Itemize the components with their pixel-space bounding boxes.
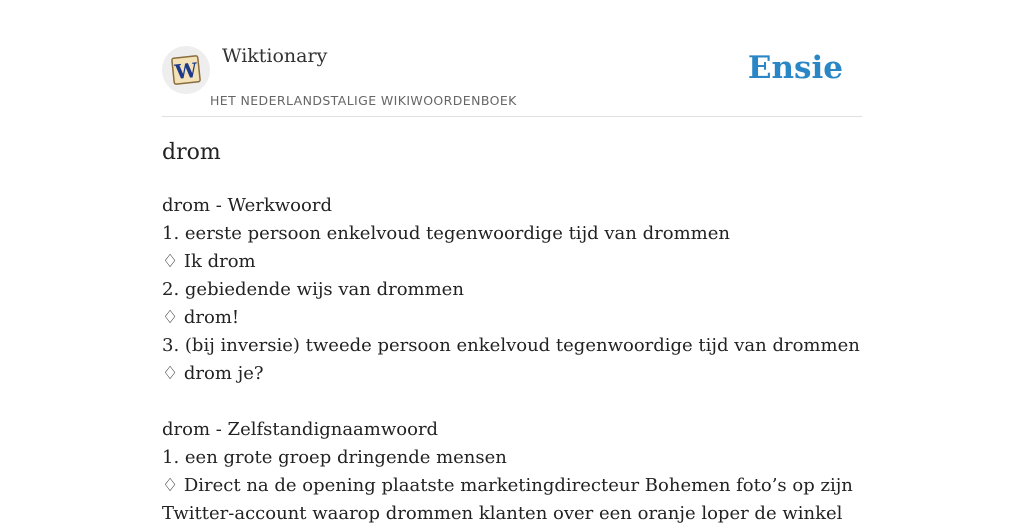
wiktionary-logo[interactable] xyxy=(162,46,210,94)
logo-letter: W xyxy=(173,57,199,85)
definition-content xyxy=(162,192,862,528)
site-name[interactable]: Wiktionary xyxy=(222,45,328,67)
site-tagline: HET NEDERLANDSTALIGE WIKIWOORDENBOEK xyxy=(210,93,517,108)
section-heading: drom - Werkwoord xyxy=(162,195,332,216)
page-title: drom xyxy=(162,140,221,165)
wiktionary-tile-icon xyxy=(166,50,206,90)
definition-line: 3. (bij inversie) tweede persoon enkelvoud tegenwoordige tijd van drommen xyxy=(162,335,860,356)
definition-line: 1. een grote groep dringende mensen xyxy=(162,447,507,468)
section-heading: drom - Zelfstandignaamwoord xyxy=(162,419,439,440)
ensie-brand-link[interactable]: Ensie xyxy=(747,50,843,86)
page xyxy=(162,0,862,524)
section-spacer xyxy=(162,388,862,416)
definition-line: 2. gebiedende wijs van drommen xyxy=(162,279,464,300)
definition-line: 1. eerste persoon enkelvoud tegenwoordige tijd van drommen xyxy=(162,223,730,244)
example-line: ♢ Direct na de opening plaatste marketingdirecteur Bohemen foto’s op zijn Twitter-account waarop drommen klanten over een oranje loper de winkel xyxy=(162,475,853,524)
site-header xyxy=(162,0,862,117)
example-line: ♢ drom! xyxy=(162,307,240,328)
example-line: ♢ Ik drom xyxy=(162,251,256,272)
example-line: ♢ drom je? xyxy=(162,363,264,384)
